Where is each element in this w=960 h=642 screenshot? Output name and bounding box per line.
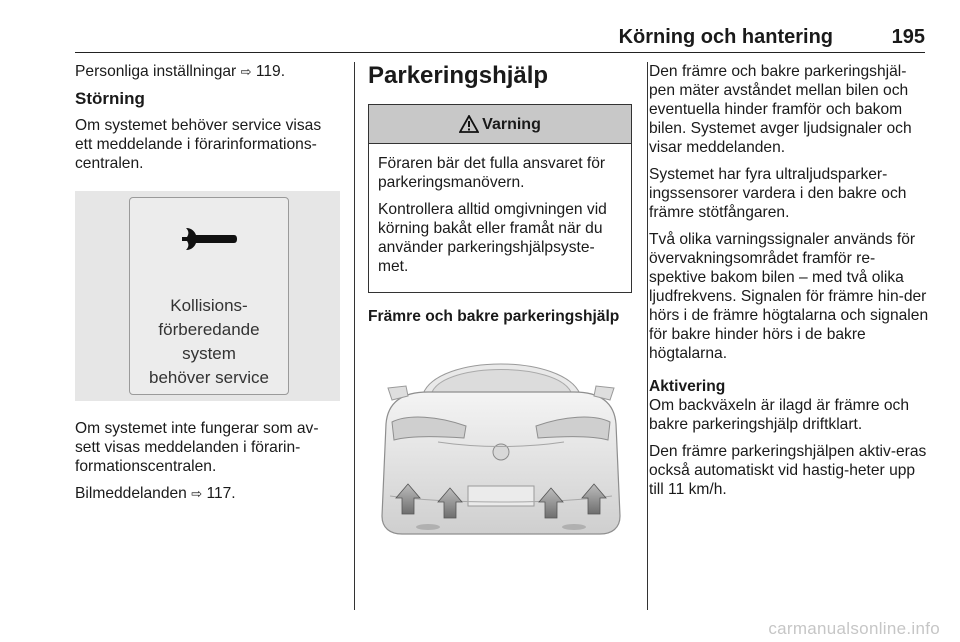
page-number: 195 [891, 26, 925, 48]
display-message-figure [75, 191, 340, 401]
auto-activation-paragraph: Den främre parkeringshjälpen aktiv-eras också automatiskt vid hastig-heter upp till 11 km/h. [649, 443, 927, 498]
warning-header [369, 105, 631, 144]
column-divider-1 [354, 62, 355, 610]
warning-box [368, 104, 632, 293]
column-divider-2 [647, 62, 648, 610]
page-ref-icon: ⇨ [240, 64, 252, 79]
malfunction-paragraph: Om systemet inte fungerar som av-sett visas meddelanden i förarin-formationscentralen. [75, 420, 319, 475]
page-header [75, 22, 925, 53]
activation-paragraph: Om backväxeln är ilagd är främre och bakre parkeringshjälp driftklart. [649, 397, 909, 433]
page-ref-icon: ⇨ [191, 486, 203, 501]
column-left [75, 62, 340, 511]
heading-aktivering: Aktivering [649, 378, 726, 395]
warning-text-1: Föraren bär det fulla ansvaret för parkeringsmanövern. [378, 155, 606, 191]
display-message: Kollisions- förberedande system behöver service [148, 296, 269, 387]
vehicle-messages-ref: Bilmeddelanden ⇨ 117. [75, 485, 236, 502]
parking-assist-description: Den främre och bakre parkeringshjäl-pen mäter avståndet mellan bilen och eventuella hinder framför och bakom bilen. Systemet avger ljudsignaler och visar meddelanden. [649, 63, 912, 156]
column-middle [368, 62, 633, 551]
column-right [649, 62, 929, 507]
warning-signals-paragraph: Två olika varningssignaler används för övervakningsområdet framför re-spektive bakom bilen – med två olika ljudfrekvens. Signalen för främre hin-der hörs i de främre högtalarna och signalen för bakre hinder hörs i de bakre högtalarna. [649, 231, 929, 362]
watermark: carmanualsonline.info [768, 619, 940, 638]
personal-settings-ref: Personliga inställningar ⇨ 119. [75, 63, 286, 80]
subsection-title: Främre och bakre parkeringshjälp [368, 308, 620, 325]
wrench-icon [180, 226, 238, 252]
car-rear-sensors-figure [368, 336, 633, 546]
heading-storning: Störning [75, 89, 145, 108]
info-display [129, 197, 289, 395]
sensors-paragraph: Systemet har fyra ultraljudsparker-ingssensorer vardera i den bakre och främre stötfångaren. [649, 166, 907, 221]
service-paragraph: Om systemet behöver service visas ett meddelande i förarinformations-centralen. [75, 117, 322, 172]
chapter-title: Körning och hantering [618, 26, 833, 48]
warning-title: Varning [482, 115, 541, 133]
section-title: Parkeringshjälp [368, 62, 549, 89]
warning-text-2: Kontrollera alltid omgivningen vid körning bakåt eller framåt när du använder parkeringshjälpsyste-met. [378, 201, 607, 275]
warning-triangle-icon [459, 115, 479, 133]
warning-body [369, 144, 631, 292]
